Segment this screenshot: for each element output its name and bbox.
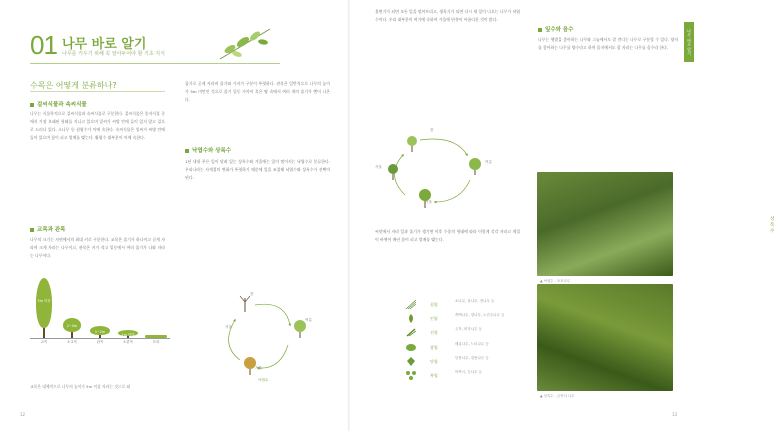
tree-tall — [32, 278, 56, 338]
cycle2-label-summer: 여름 — [485, 160, 492, 164]
chart-tick-4: 소관목 — [122, 340, 134, 344]
subsection-title-2: 교목과 관목 — [30, 225, 65, 233]
subsection-text-1: 나무는 식물학적으로 겉씨식물과 속씨식물로 구분한다. 겉씨식물은 종자식물 중에서 가장 오래된 형태를 지니고 있으며 밑씨가 씨방 안에 들어 있지 않고 겉으로 드러나 있다. 소나무 등 침엽수가 이에 속한다. 속씨식물은 밑씨가 씨방 안에 들어 있으며 꽃이 피고 열매를 맺는다. 활엽수 대부분이 이에 속한다. — [30, 111, 165, 141]
cycle-title: 낙엽수 — [258, 378, 269, 382]
photo2-caption: ▲ 상록수 - 금목서 나무 — [540, 394, 575, 398]
chapter-number: 01 — [30, 30, 57, 60]
chart-tick-2: 소교목 — [66, 340, 78, 344]
tree-small — [60, 318, 84, 338]
leaf-name: 선형 — [430, 330, 438, 336]
leaf-desc: 측백나무, 향나무, 노간주나무 등 — [455, 313, 505, 318]
cycle-label-autumn: 가을 — [255, 366, 262, 370]
cycle2-title: 상록수 — [770, 217, 774, 234]
right-subsection-title: 잎수와 음수 — [538, 25, 573, 33]
crown-label-2: 2~5m — [66, 323, 78, 328]
cycle2-label-winter: 겨울 — [375, 165, 382, 169]
leaf-type-list — [405, 298, 523, 383]
section-title: 수목은 어떻게 분류하나? — [30, 81, 117, 90]
leaf-desc: 단풍나무, 쥐똥나무 등 — [455, 355, 489, 360]
linear-leaf-icon — [405, 327, 417, 338]
evergreen-tree-photo — [537, 284, 673, 391]
leaf-desc: 배롱나무, 느티나무 등 — [455, 341, 489, 346]
chapter-title: 나무 바로 알기 — [62, 37, 147, 52]
chart-footnote: 교목은 대체적으로 나무의 높이가 5m 이상 자라는 것으로 외 — [30, 384, 131, 389]
right-page — [350, 0, 774, 431]
broad-leaf-icon — [405, 342, 417, 353]
leaf-name: 침엽 — [430, 302, 438, 307]
leaf-branch-icon — [215, 24, 275, 64]
column2-text: 줄기로 곧게 자라며 줄기와 가지가 구분이 뚜렷하다. 관목은 일반적으로 나무의 높이가 5m 미만인 것으로 줄기 밑동 가까이 혹은 땅 속에서 여러 개의 줄기가 뻗어 나온다. — [185, 81, 330, 103]
crown-label-4: 1m 이하 — [121, 333, 135, 338]
page-number-left: 12 — [20, 412, 26, 417]
page-number-right: 13 — [672, 412, 678, 417]
list-item — [405, 312, 523, 326]
scale-leaf-icon — [405, 313, 417, 324]
needle-leaf-icon — [405, 299, 417, 310]
list-item — [405, 369, 523, 383]
compound-leaf-icon — [405, 370, 417, 381]
left-page — [0, 0, 350, 431]
leaf-desc: 소나무, 잣나무, 전나무 등 — [455, 299, 495, 303]
evergreen-cycle-diagram — [375, 130, 500, 210]
crown-label-1: 5m 이상 — [37, 299, 51, 303]
cycle-label-winter: 겨울 — [225, 325, 232, 329]
cycle-label-spring: 봄 — [250, 292, 254, 296]
cycle2-label-spring: 봄 — [430, 128, 434, 132]
right-subsection-text: 나무는 햇볕을 좋아하는 나무와 그늘에서도 잘 견디는 나무로 구분할 수 있다. 양지를 좋아하는 나무를 양수라고 하며 음지에서도 잘 자라는 나무를 음수라 한다. — [538, 37, 678, 51]
right-column1b-text: 씨앗에서 자라 잎과 줄기가 생기면 이후 수종의 형태에 따라 이렇게 각각 자라고 계절이 바뀌어 매년 꽃이 피고 열매를 맺는다. — [375, 229, 520, 243]
leaf-desc: 아까시, 등나무 등 — [455, 369, 483, 374]
cycle2-label-autumn: 가을 — [425, 200, 432, 204]
right-column1-text: 휴면기가 되면 모든 잎을 떨어뜨리고, 생육기가 되면 다시 새 잎이 나오는 나무가 낙엽수이다. 우리 대부분이 여기에 속하며 가을에 단풍이 아름다운 것이 많다. — [375, 9, 520, 23]
subsection-title-3: 낙엽수와 상록수 — [185, 146, 231, 154]
chapter-side-tab: 나무 바로 알기 — [684, 22, 694, 62]
photo1-caption: ▲ 낙엽수 - 포포나무 — [540, 279, 570, 283]
tree-subshrub — [116, 330, 140, 338]
leaf-name: 복엽 — [430, 372, 438, 378]
chart-tick-3: 관목 — [96, 340, 104, 344]
chart-tick-1: 교목 — [40, 340, 48, 344]
simple-leaf-icon — [405, 356, 417, 367]
subsection-text-3: 1년 내내 푸른 잎이 달려 있는 상록수와 겨울에는 잎이 떨어지는 낙엽수로 분류한다. 우리나라는 사계절의 변화가 뚜렷하기 때문에 잎을 조절해 낙엽수와 상록수가 선택이 된다. — [185, 159, 330, 181]
list-item — [405, 355, 523, 369]
tree-height-chart — [30, 260, 170, 355]
list-item — [405, 298, 523, 312]
subsection-text-2: 나무의 크기는 자연에서의 최대 키로 구분한다. 교목은 줄기가 하나이고 곧게 자라며 크게 자라는 나무이고, 관목은 키가 작고 밑동에서 여러 줄기가 나와 자라는 나무이다. — [30, 237, 165, 259]
deciduous-cycle-diagram — [210, 290, 330, 380]
leaf-name: 광엽 — [430, 344, 438, 350]
leaf-name: 단엽 — [430, 358, 438, 364]
leaf-name: 인엽 — [430, 316, 438, 322]
section-divider — [30, 91, 165, 92]
chapter-divider — [30, 63, 280, 64]
chart-baseline — [30, 338, 170, 339]
leaf-desc: 주목, 비자나무 등 — [455, 327, 483, 332]
crown-label-3: 1~2m — [94, 329, 106, 334]
tree-creeping — [144, 335, 168, 338]
list-item — [405, 326, 523, 340]
chart-tick-5: 포복 — [152, 340, 160, 344]
deciduous-tree-photo — [537, 172, 673, 276]
tree-shrub — [88, 326, 112, 338]
subsection-title-1: 겉씨식물과 속씨식물 — [30, 100, 87, 108]
chapter-subtitle: 나무를 키우기 위해 꼭 알아두어야 할 기초 지식 — [62, 51, 165, 57]
cycle-label-summer: 여름 — [305, 318, 312, 322]
list-item — [405, 341, 523, 355]
